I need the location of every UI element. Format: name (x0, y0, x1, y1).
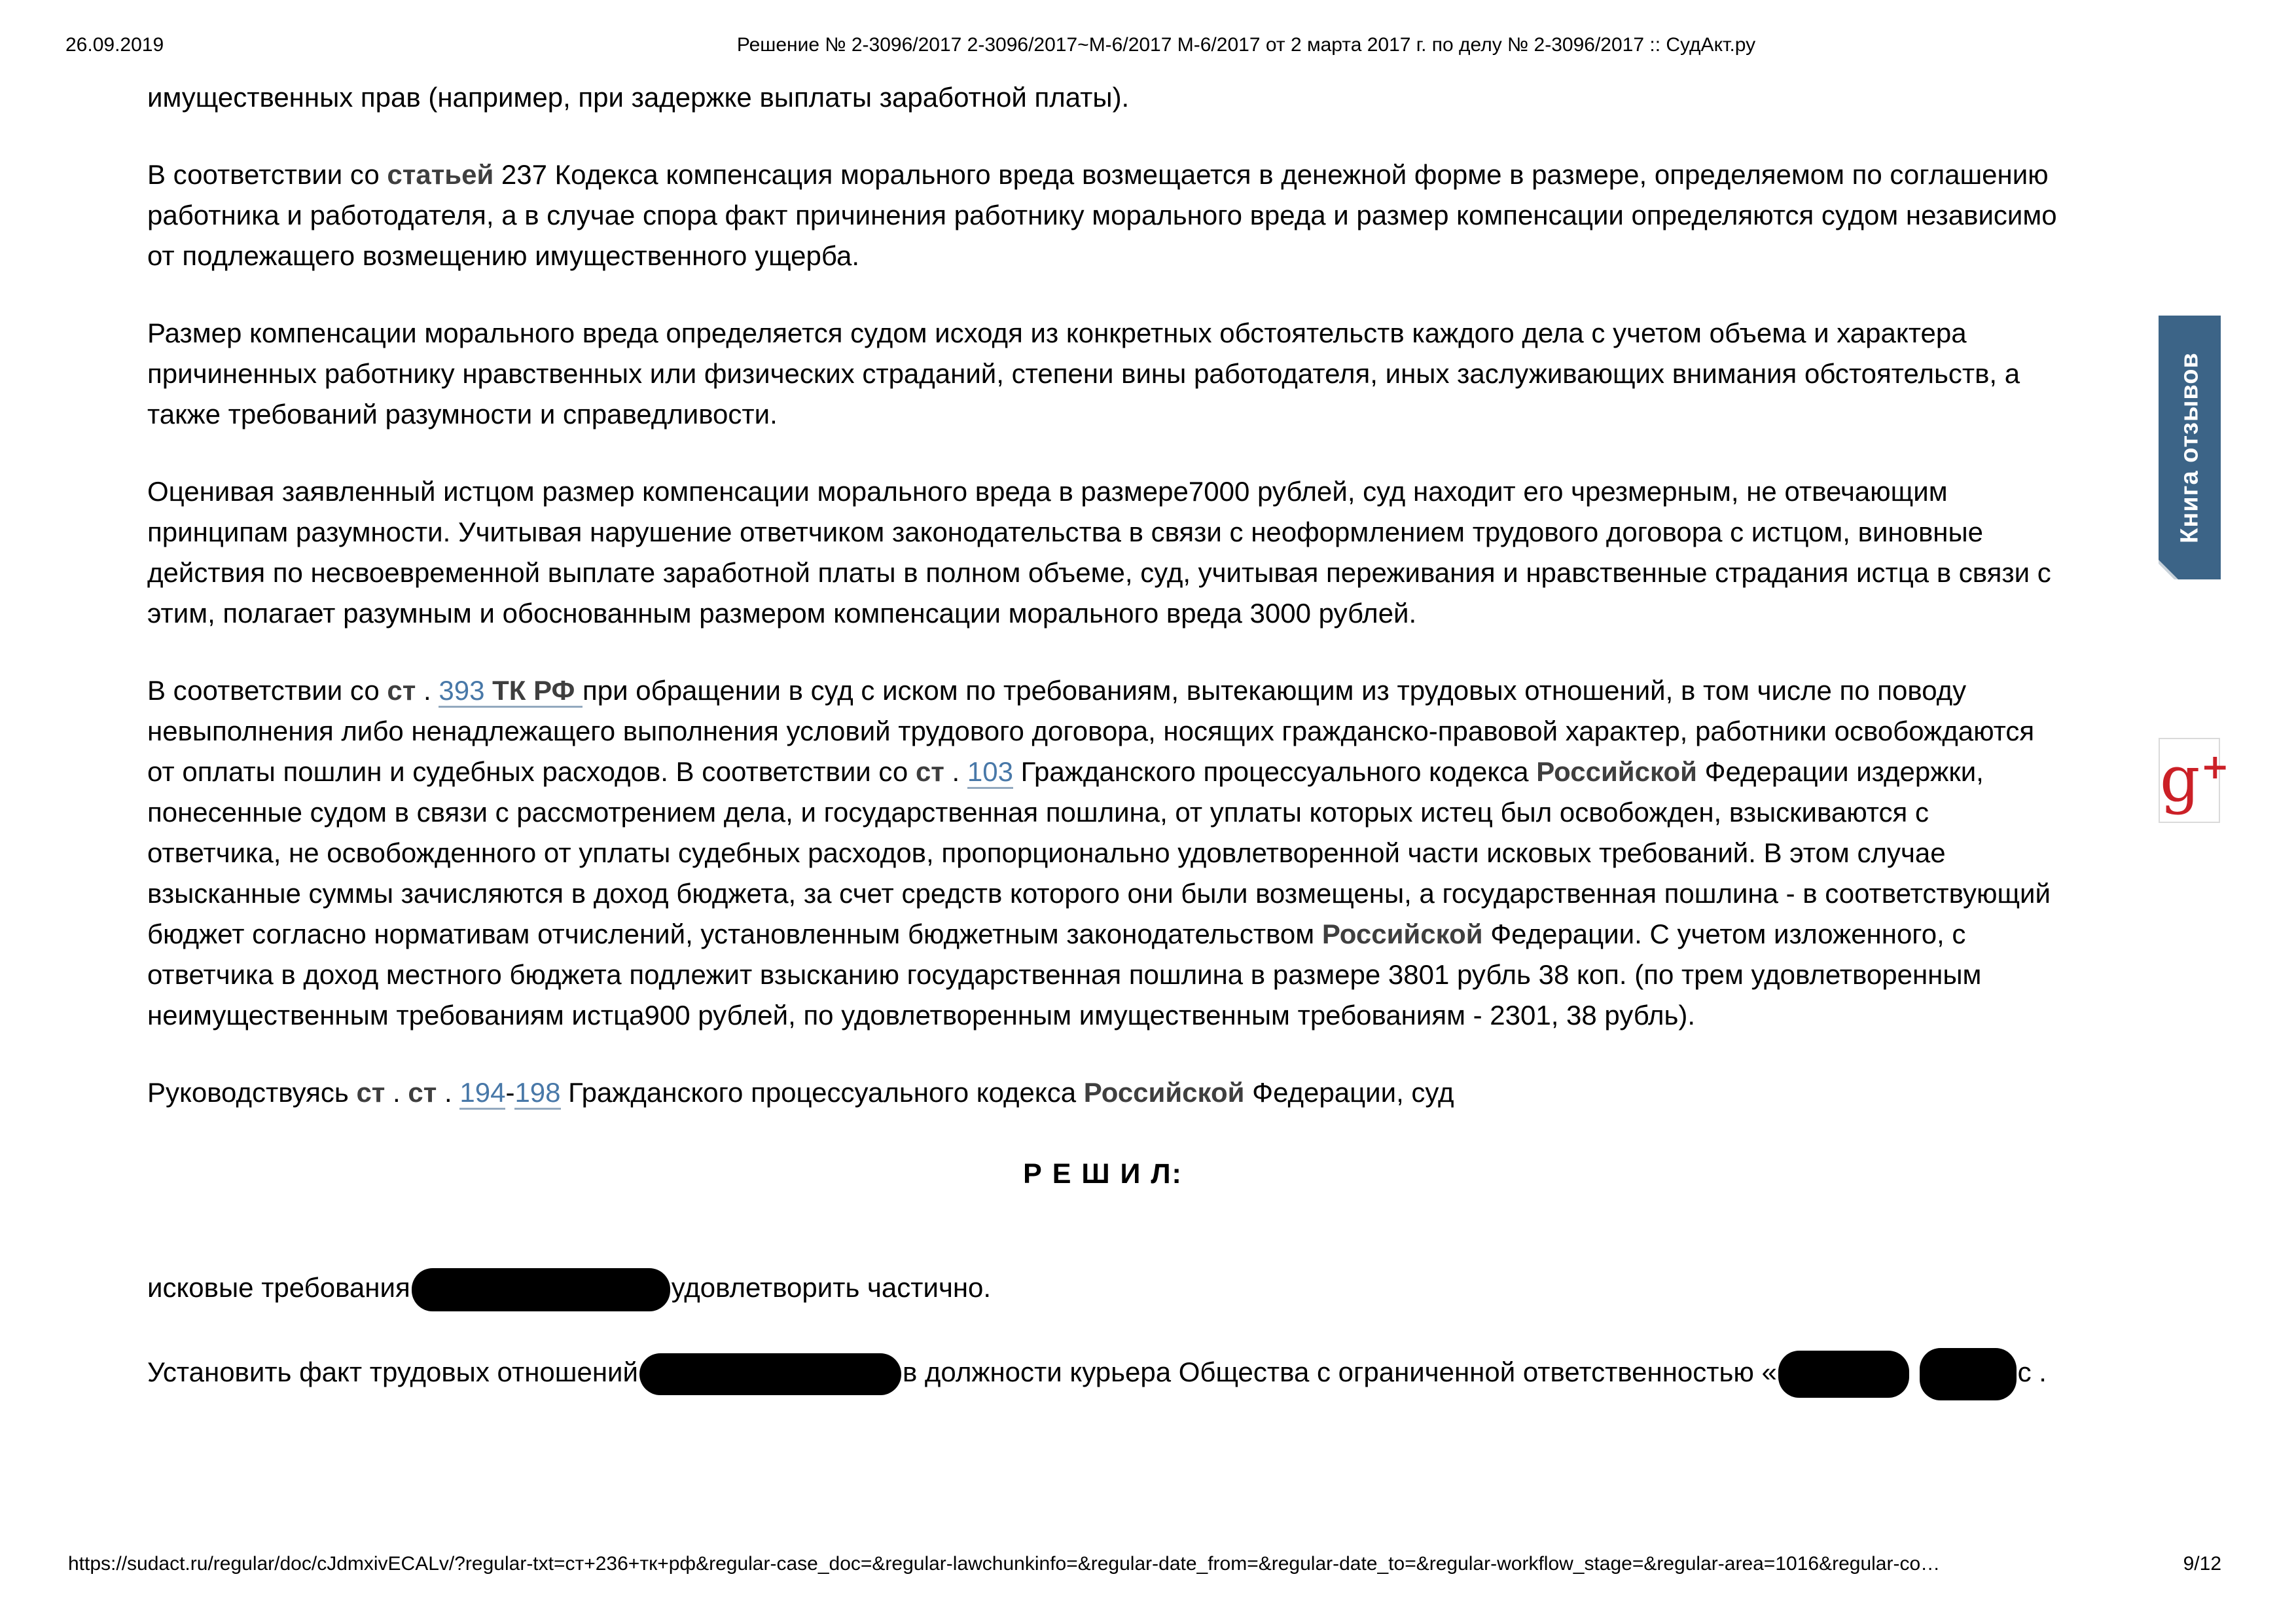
redacted-text (412, 1268, 670, 1311)
text-segment: . (416, 675, 439, 706)
paragraph (147, 77, 2058, 118)
text-segment: Федерации издержки, понесенные судом в связи с рассмотрением дела, и государственная пошлина, от уплаты которых истец был освобожден, взыскиваются с ответчика, не освобожденного от уплаты судебных расходов, пропорционально удовлетворенной части исковых требований. В этом случае взысканные суммы зачисляются в доход бюджета, за счет средств которого они были возмещены, а государственная пошлина - в соответствующий бюджет согласно нормативам отчислений, установленным бюджетным законодательством (147, 756, 2051, 949)
text-segment: в должности курьера Общества с ограниченной ответственностью « (902, 1357, 1777, 1387)
law-article-link[interactable]: 103 (967, 756, 1013, 789)
highlighted-term: ст (387, 675, 416, 706)
redacted-text (1920, 1348, 2017, 1400)
text-segment: имущественных прав (например, при задержке выплаты заработной платы). (147, 82, 1130, 113)
paragraph (147, 1267, 2058, 1311)
court-decision-text (147, 77, 2058, 1437)
feedback-book-tab[interactable] (2159, 316, 2221, 579)
law-article-link[interactable]: ТК РФ (492, 675, 583, 708)
footer-url: https://sudact.ru/regular/doc/cJdmxivECALv/?regular-txt=ст+236+тк+рф&regular-case_doc=&regular-lawchunkinfo=&regular-date_from=&regular-date_to=&regular-workflow_stage=&regular-area=1016&regular-co… (68, 1553, 1941, 1575)
print-footer (68, 1553, 2221, 1575)
paragraph (147, 670, 2058, 1036)
text-segment: с . (2017, 1357, 2047, 1387)
redacted-text (1778, 1351, 1909, 1398)
paragraph (147, 1348, 2058, 1400)
paragraph (147, 313, 2058, 435)
text-segment: . (385, 1077, 408, 1108)
google-plus-button[interactable] (2159, 738, 2230, 823)
text-segment: исковые требования (147, 1272, 410, 1303)
text-segment: Руководствуясь (147, 1077, 357, 1108)
highlighted-term: Российской (1083, 1077, 1245, 1108)
text-segment: Федерации, суд (1244, 1077, 1454, 1108)
google-plus-icon: g (2160, 742, 2200, 816)
text-segment: при обращении в суд с иском по требованиям, вытекающим из трудовых отношений, в том числе по поводу невыполнения либо ненадлежащего выполнения условий трудового договора, носящих гражданско-правовой характер, работники освобождаются от оплаты пошлин и судебных расходов. В соответствии со (147, 675, 2035, 787)
paragraph (147, 471, 2058, 634)
highlighted-term: ст (408, 1077, 437, 1108)
text-segment: Федерации. С учетом изложенного, с ответчика в доход местного бюджета подлежит взысканию государственная пошлина в размере 3801 рубль 38 коп. (по трем удовлетворенным неимущественным требованиям истца900 рублей, по удовлетворенным имущественным требованиям - 2301, 38 рубль). (147, 919, 1982, 1030)
highlighted-term: Российской (1536, 756, 1697, 787)
text-segment: Установить факт трудовых отношений (147, 1357, 638, 1387)
law-article-link[interactable]: 198 (514, 1077, 560, 1110)
text-segment: В соответствии со (147, 675, 387, 706)
footer-page-number: 9/12 (2183, 1553, 2221, 1575)
text-segment: В соответствии со (147, 159, 387, 190)
feedback-book-tab-label: Книга отзывов (2176, 352, 2203, 543)
text-segment: 237 Кодекса компенсация морального вреда возмещается в денежной форме в размере, определяемом по соглашению работника и работодателя, а в случае спора факт причинения работнику морального вреда и размер компенсации определяются судом независимо от подлежащего возмещению имущественного ущерба. (147, 159, 2057, 271)
print-header (65, 34, 2231, 63)
redacted-text (639, 1353, 901, 1395)
resolution-heading: Р Е Ш И Л: (1023, 1158, 1183, 1190)
text-segment: удовлетворить частично. (671, 1272, 992, 1303)
text-segment: - (505, 1077, 515, 1108)
highlighted-term: Российской (1321, 919, 1483, 949)
law-article-link[interactable]: 393 (439, 675, 492, 708)
google-plus-icon-plus: + (2200, 747, 2230, 787)
text-segment: Размер компенсации морального вреда определяется судом исходя из конкретных обстоятельств каждого дела с учетом объема и характера причиненных работнику нравственных или физических страданий, степени вины работодателя, иных заслуживающих внимания обстоятельств, а также требований разумности и справедливости. (147, 318, 2020, 429)
paragraph (147, 155, 2058, 276)
highlighted-term: ст (915, 756, 944, 787)
tab-fold-icon (2159, 564, 2174, 579)
text-segment: . (944, 756, 967, 787)
text-segment: Гражданского процессуального кодекса (1013, 756, 1537, 787)
highlighted-term: ст (356, 1077, 386, 1108)
highlighted-term: статьей (387, 159, 494, 190)
print-date: 26.09.2019 (65, 34, 164, 56)
text-segment (1910, 1357, 1918, 1387)
page-title: Решение № 2-3096/2017 2-3096/2017~М-6/2017 М-6/2017 от 2 марта 2017 г. по делу № 2-3096/2017 :: СудАкт.ру (736, 34, 1756, 56)
text-segment: Оценивая заявленный истцом размер компенсации морального вреда в размере7000 рублей, суд находит его чрезмерным, не отвечающим принципам разумности. Учитывая нарушение ответчиком законодательства в связи с неоформлением трудового договора с истцом, виновные действия по несвоевременной выплате заработной платы в полном объеме, суд, учитывая переживания и нравственные страдания истца в связи с этим, полагает разумным и обоснованным размером компенсации морального вреда 3000 рублей. (147, 476, 2051, 629)
paragraph (147, 1072, 2058, 1113)
text-segment: . (437, 1077, 460, 1108)
law-article-link[interactable]: 194 (459, 1077, 505, 1110)
text-segment: Гражданского процессуального кодекса (560, 1077, 1084, 1108)
